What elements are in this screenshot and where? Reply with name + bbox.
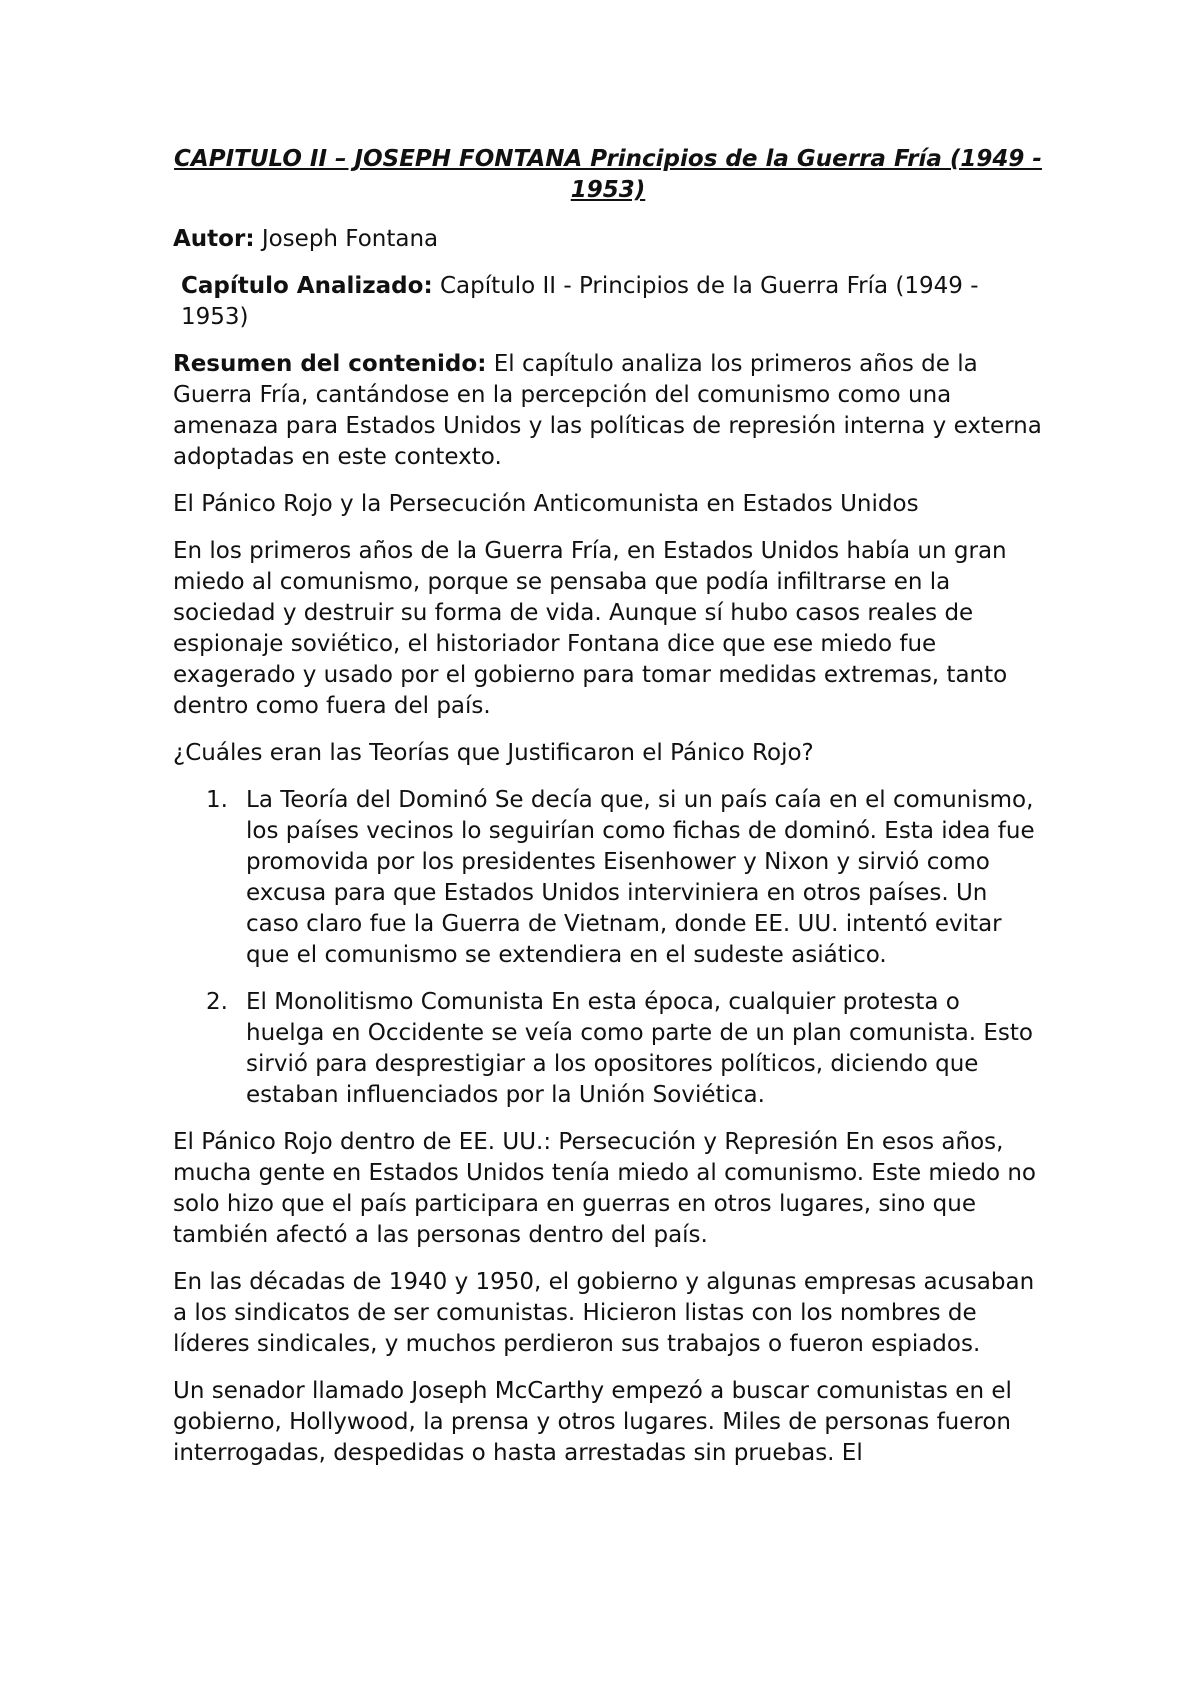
- document-body: [173, 140, 1043, 1485]
- resumen-value: El capítulo analiza los primeros años de la Guerra Fría, cantándose en la percepción del comunismo como una amenaza para Estados Unidos y las políticas de represión interna y externa adoptadas en este contexto.: [173, 351, 1042, 470]
- list-item-text: La Teoría del Dominó Se decía que, si un país caía en el comunismo, los países vecinos lo seguirían como fichas de dominó. Esta idea fue promovida por los presidentes Eisenhower y Nixon y sirvió como excusa para que Estados Unidos interviniera en otros países. Un caso claro fue la Guerra de Vietnam, donde EE. UU. intentó evitar que el comunismo se extendiera en el sudeste asiático.: [246, 787, 1035, 968]
- autor-value: Joseph Fontana: [254, 226, 439, 252]
- autor-label: Autor:: [173, 226, 255, 252]
- theories-question: ¿Cuáles eran las Teorías que Justificaron el Pánico Rojo?: [173, 740, 814, 766]
- list-number: 1.: [206, 787, 228, 813]
- resumen-label: Resumen del contenido:: [173, 351, 487, 377]
- panico-heading: El Pánico Rojo y la Persecución Anticomunista en Estados Unidos: [173, 491, 919, 517]
- capitulo-label: Capítulo Analizado:: [181, 273, 433, 299]
- list-item: [173, 785, 1043, 971]
- mccarthy-paragraph: Un senador llamado Joseph McCarthy empezó a buscar comunistas en el gobierno, Hollywood, la prensa y otros lugares. Miles de personas fueron interrogadas, despedidas o hasta arrestadas sin pruebas. El: [173, 1378, 1012, 1466]
- dentro-paragraph: El Pánico Rojo dentro de EE. UU.: Persecución y Represión En esos años, mucha gente en Estados Unidos tenía miedo al comunismo. Este miedo no solo hizo que el país participara en guerras en otros lugares, sino que también afectó a las personas dentro del país.: [173, 1129, 1036, 1248]
- intro-paragraph: En los primeros años de la Guerra Fría, en Estados Unidos había un gran miedo al comunismo, porque se pensaba que podía infiltrarse en la sociedad y destruir su forma de vida. Aunque sí hubo casos reales de espionaje soviético, el historiador Fontana dice que ese miedo fue exagerado y usado por el gobierno para tomar medidas extremas, tanto dentro como fuera del país.: [173, 538, 1008, 719]
- capitulo-line: [173, 271, 1043, 333]
- document-title: CAPITULO II – JOSEPH FONTANA Principios de la Guerra Fría (1949 - 1953): [174, 146, 1042, 203]
- decadas-paragraph: En las décadas de 1940 y 1950, el gobierno y algunas empresas acusaban a los sindicatos de ser comunistas. Hicieron listas con los nombres de líderes sindicales, y muchos perdieron sus trabajos o fueron espiados.: [173, 1269, 1035, 1357]
- list-number: 2.: [206, 989, 228, 1015]
- list-item-text: El Monolitismo Comunista En esta época, cualquier protesta o huelga en Occidente se veía como parte de un plan comunista. Esto sirvió para desprestigiar a los opositores políticos, diciendo que estaban influenciados por la Unión Soviética.: [246, 989, 1033, 1108]
- theories-list: [173, 785, 1043, 1111]
- list-item: [173, 987, 1043, 1111]
- resumen-paragraph: [173, 349, 1043, 473]
- capitulo-value: Capítulo II - Principios de la Guerra Fría (1949 - 1953): [181, 273, 979, 330]
- autor-line: [173, 224, 1043, 255]
